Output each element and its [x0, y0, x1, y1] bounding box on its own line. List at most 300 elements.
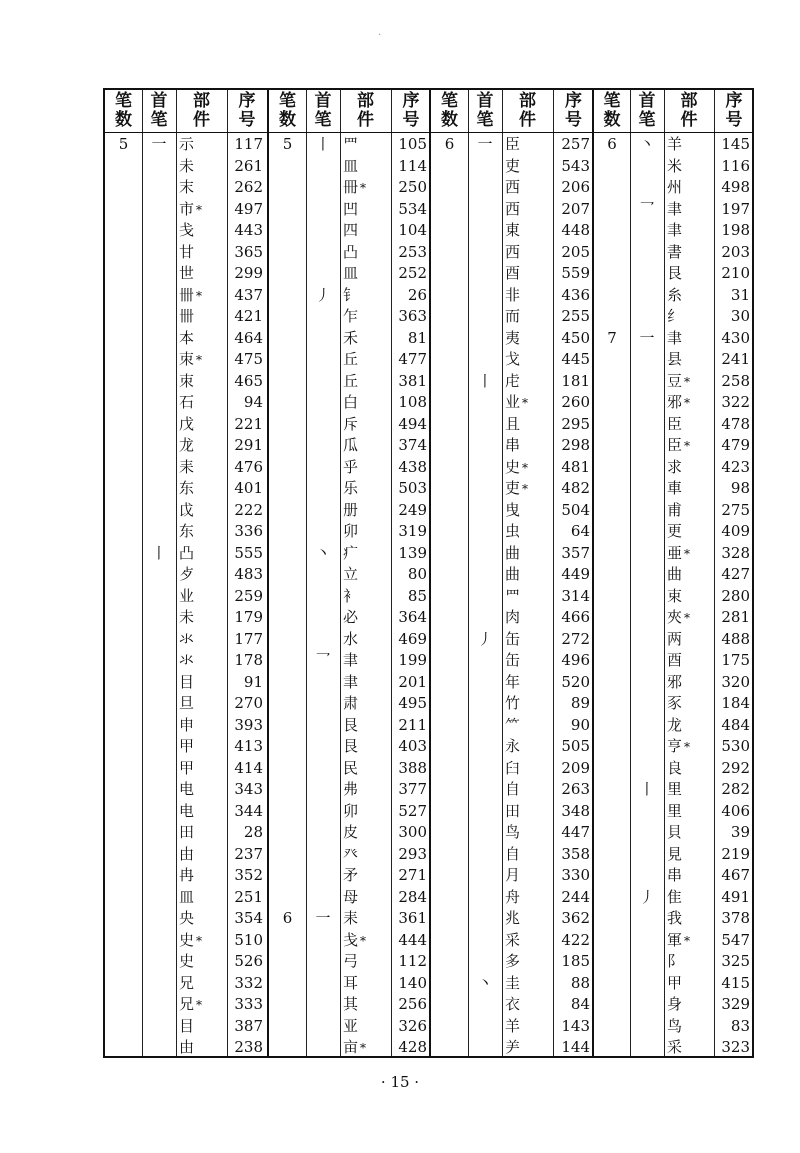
cell-radical: [340, 500, 391, 522]
number-text: 94: [243, 393, 263, 411]
header-char: 序: [238, 91, 256, 111]
cell-radical: [664, 220, 714, 242]
radical-text: 石: [179, 393, 195, 411]
radical-text: 史: [179, 952, 195, 970]
cell-number: [391, 650, 431, 672]
cell-number: [714, 801, 754, 823]
number-text: 336: [234, 522, 263, 540]
radical-text: 見: [667, 844, 683, 863]
number-text: 112: [398, 952, 427, 970]
cell-radical: [340, 220, 391, 242]
cell-radical: [176, 156, 227, 178]
radical-text: 市: [179, 199, 195, 218]
radical-text: 斥: [343, 414, 359, 433]
cell-number: [714, 521, 754, 543]
header-char: 数: [441, 110, 458, 130]
number-text: 423: [721, 457, 750, 476]
radical-text: 羊: [667, 135, 683, 153]
number-text: 403: [398, 737, 427, 755]
cell-number: [714, 672, 754, 694]
cell-number: [227, 564, 267, 586]
asterisk-mark: *: [196, 998, 203, 1012]
stroke-text: 丶: [315, 543, 331, 562]
radical-text: 曲: [505, 543, 521, 562]
cell-radical: [502, 306, 553, 328]
cell-radical: [340, 951, 391, 973]
cell-count: [105, 134, 142, 156]
radical-text: 耳: [343, 973, 359, 992]
radical-text: 缶: [505, 651, 521, 669]
radical-text: 末: [179, 178, 195, 196]
cell-number: [714, 693, 754, 715]
number-text: 219: [721, 844, 750, 863]
number-text: 98: [730, 479, 750, 497]
cell-number: [227, 672, 267, 694]
radical-text: 目: [179, 1016, 195, 1035]
cell-radical: [664, 672, 714, 694]
radical-text: 西: [505, 178, 521, 196]
cell-radical: [502, 844, 553, 866]
number-text: 197: [721, 199, 750, 218]
number-text: 444: [398, 930, 427, 949]
cell-number: [391, 414, 431, 436]
cell-number: [227, 134, 267, 156]
number-text: 140: [398, 973, 427, 992]
cell-number: [391, 607, 431, 629]
header-char: 首: [150, 91, 168, 111]
cell-radical: [176, 586, 227, 608]
cell-radical: [176, 1016, 227, 1038]
radical-text: 束: [667, 586, 683, 605]
cell-radical: [664, 156, 714, 178]
number-text: 443: [234, 221, 263, 239]
header-radical: [340, 90, 391, 132]
cell-number: [391, 736, 431, 758]
cell-radical: [340, 736, 391, 758]
cell-number: [553, 349, 594, 371]
radical-text: 聿: [343, 651, 359, 669]
asterisk-mark: *: [684, 611, 691, 625]
cell-radical: [502, 564, 553, 586]
cell-radical: [502, 371, 553, 393]
cell-number: [391, 887, 431, 909]
radical-text: 两: [667, 629, 683, 648]
cell-number: [714, 736, 754, 758]
cell-radical: [502, 156, 553, 178]
cell-number: [553, 134, 594, 156]
header-char: 件: [357, 110, 374, 130]
header-number: [553, 90, 594, 132]
cell-radical: [340, 263, 391, 285]
radical-text: 西: [505, 242, 521, 261]
cell-radical: [664, 521, 714, 543]
number-text: 343: [234, 780, 263, 798]
cell-number: [714, 586, 754, 608]
cell-number: [227, 263, 267, 285]
number-text: 498: [721, 178, 750, 196]
cell-radical: [664, 822, 714, 844]
asterisk-mark: *: [684, 546, 691, 561]
radical-text: 東: [505, 221, 521, 239]
radical-text: 缶: [505, 629, 521, 648]
radical-text: 聿: [667, 221, 683, 239]
header-char: 数: [603, 110, 621, 130]
number-text: 256: [398, 995, 427, 1013]
number-text: 332: [234, 973, 263, 992]
number-text: 209: [561, 758, 590, 777]
cell-radical: [176, 242, 227, 264]
cell-count: [594, 328, 630, 350]
cell-radical: [664, 478, 714, 500]
header-char: 部: [680, 91, 698, 111]
number-text: 139: [398, 543, 427, 562]
cell-number: [714, 500, 754, 522]
cell-stroke: [630, 328, 664, 350]
cell-number: [553, 1016, 594, 1038]
number-text: 477: [398, 350, 427, 368]
cell-number: [714, 177, 754, 199]
number-text: 206: [561, 178, 590, 196]
number-text: 255: [561, 307, 590, 325]
number-text: 325: [721, 952, 750, 970]
cell-radical: [664, 629, 714, 651]
cell-radical: [340, 156, 391, 178]
radical-text: 戉: [179, 500, 195, 519]
radical-text: 凸: [343, 242, 359, 261]
number-text: 282: [721, 780, 750, 798]
radical-text: 丘: [343, 350, 359, 368]
cell-number: [391, 994, 431, 1016]
header-stroke: [306, 90, 340, 132]
cell-number: [227, 156, 267, 178]
count-text: 6: [444, 135, 455, 153]
number-text: 262: [234, 178, 263, 196]
cell-number: [553, 521, 594, 543]
cell-number: [227, 629, 267, 651]
cell-radical: [176, 285, 227, 307]
radical-text: 亜: [667, 543, 683, 562]
cell-radical: [176, 500, 227, 522]
radical-text: 皮: [343, 823, 359, 841]
cell-radical: [176, 693, 227, 715]
cell-number: [553, 1037, 594, 1059]
cell-number: [553, 736, 594, 758]
number-text: 393: [234, 715, 263, 734]
stroke-text: 一: [639, 328, 655, 347]
radical-text: 良: [667, 758, 683, 777]
cell-number: [553, 177, 594, 199]
radical-text: 冉: [179, 866, 195, 884]
cell-radical: [176, 887, 227, 909]
number-text: 530: [721, 737, 750, 755]
radical-text: 电: [179, 780, 195, 798]
number-text: 363: [398, 307, 427, 325]
radical-text: 钅: [343, 285, 359, 304]
number-text: 299: [234, 264, 263, 282]
radical-text: 弓: [343, 952, 359, 970]
number-text: 201: [398, 672, 427, 691]
cell-radical: [340, 586, 391, 608]
radical-text: 甫: [667, 500, 683, 519]
number-text: 328: [721, 543, 750, 562]
cell-number: [391, 242, 431, 264]
cell-number: [553, 156, 594, 178]
cell-radical: [176, 478, 227, 500]
number-text: 466: [561, 608, 590, 626]
header-divider: [594, 132, 754, 133]
cell-stroke: [468, 371, 502, 393]
header-stroke: [630, 90, 664, 132]
radical-text: 串: [667, 866, 683, 884]
radical-text: 酉: [667, 651, 683, 669]
radical-text: 耒: [179, 457, 195, 476]
number-text: 181: [561, 371, 590, 390]
radical-text: 东: [179, 479, 195, 497]
cell-radical: [664, 887, 714, 909]
number-text: 284: [398, 887, 427, 906]
radical-text: 县: [667, 350, 683, 368]
header-char: 首: [638, 91, 656, 111]
page-number: · 15 ·: [380, 1073, 420, 1091]
cell-radical: [664, 199, 714, 221]
number-text: 205: [561, 242, 590, 261]
number-text: 221: [234, 414, 263, 433]
cell-number: [714, 414, 754, 436]
cell-number: [391, 156, 431, 178]
cell-number: [714, 134, 754, 156]
cell-radical: [502, 779, 553, 801]
number-text: 85: [407, 586, 427, 605]
cell-radical: [502, 521, 553, 543]
number-text: 437: [234, 285, 263, 304]
cell-radical: [340, 1037, 391, 1059]
cell-radical: [176, 199, 227, 221]
radical-text: 臣: [505, 135, 521, 153]
radical-text: 亚: [343, 1016, 359, 1035]
cell-number: [714, 951, 754, 973]
cell-number: [714, 758, 754, 780]
radical-text: 立: [343, 565, 359, 583]
header-char: 件: [519, 110, 536, 130]
header-divider: [431, 132, 594, 133]
header-char: 序: [402, 91, 420, 111]
radical-text: 聿: [343, 672, 359, 691]
radical-text: 耒: [343, 909, 359, 927]
radical-index-table: [103, 88, 754, 1058]
header-char: 号: [725, 110, 743, 130]
cell-radical: [664, 758, 714, 780]
cell-number: [227, 586, 267, 608]
radical-text: 史: [179, 930, 195, 949]
number-text: 271: [398, 866, 427, 884]
asterisk-mark: *: [360, 1041, 367, 1055]
cell-number: [553, 930, 594, 952]
cell-number: [553, 586, 594, 608]
radical-text: 矛: [343, 866, 359, 884]
number-text: 505: [561, 737, 590, 755]
cell-radical: [664, 242, 714, 264]
number-text: 494: [398, 414, 427, 433]
number-text: 377: [398, 780, 427, 798]
cell-radical: [664, 285, 714, 307]
cell-count: [269, 134, 306, 156]
table-column-group: [592, 90, 754, 1056]
cell-radical: [176, 392, 227, 414]
header-char: 笔: [638, 110, 656, 130]
radical-text: 氺: [179, 629, 195, 648]
radical-text: 歺: [179, 565, 195, 583]
radical-text: 車: [667, 479, 683, 497]
cell-stroke: [630, 134, 664, 156]
number-text: 329: [721, 995, 750, 1013]
radical-text: 隹: [667, 887, 683, 906]
cell-radical: [340, 371, 391, 393]
radical-text: 戋: [179, 221, 195, 239]
number-text: 241: [721, 350, 750, 368]
stroke-text: 丶: [477, 973, 493, 992]
header-count: [594, 90, 630, 132]
cell-radical: [176, 306, 227, 328]
column-divider: [630, 90, 631, 1056]
cell-radical: [664, 865, 714, 887]
number-text: 445: [561, 350, 590, 368]
radical-text: 甲: [179, 758, 195, 777]
radical-text: 西: [505, 199, 521, 218]
header-number: [391, 90, 431, 132]
header-char: 序: [565, 91, 582, 111]
cell-radical: [502, 672, 553, 694]
asterisk-mark: *: [684, 374, 691, 389]
cell-radical: [502, 693, 553, 715]
radical-text: 采: [667, 1038, 683, 1056]
radical-text: 里: [667, 801, 683, 820]
asterisk-mark: *: [684, 740, 691, 754]
count-text: 6: [607, 135, 617, 153]
cell-number: [391, 715, 431, 737]
radical-text: 舟: [505, 887, 521, 906]
radical-text: 旦: [179, 694, 195, 712]
cell-number: [391, 521, 431, 543]
cell-radical: [340, 285, 391, 307]
number-text: 465: [234, 371, 263, 390]
radical-text: 邪: [667, 672, 683, 691]
radical-text: 年: [505, 672, 521, 691]
cell-radical: [502, 414, 553, 436]
number-text: 422: [561, 930, 590, 949]
radical-text: 田: [179, 823, 195, 841]
cell-number: [227, 414, 267, 436]
radical-text: 疒: [343, 543, 359, 562]
cell-number: [227, 177, 267, 199]
radical-text: 鸟: [667, 1016, 683, 1035]
stroke-text: 丨: [639, 780, 655, 798]
radical-text: 未: [179, 608, 195, 626]
cell-stroke: [468, 973, 502, 995]
cell-radical: [664, 930, 714, 952]
radical-text: 曲: [505, 565, 521, 583]
cell-radical: [340, 822, 391, 844]
header-char: 笔: [279, 91, 296, 111]
number-text: 88: [570, 973, 590, 992]
number-text: 210: [721, 264, 750, 282]
cell-number: [714, 930, 754, 952]
header-char: 笔: [150, 110, 168, 130]
cell-radical: [340, 994, 391, 1016]
cell-number: [714, 715, 754, 737]
cell-radical: [502, 392, 553, 414]
cell-number: [553, 779, 594, 801]
radical-text: 臣: [667, 414, 683, 433]
cell-number: [391, 134, 431, 156]
radical-text: 聿: [667, 328, 683, 347]
cell-number: [227, 543, 267, 565]
cell-radical: [502, 478, 553, 500]
cell-number: [714, 457, 754, 479]
number-text: 300: [398, 823, 427, 841]
number-text: 352: [234, 866, 263, 884]
cell-radical: [176, 349, 227, 371]
cell-number: [227, 220, 267, 242]
cell-number: [227, 392, 267, 414]
radical-text: 戊: [179, 414, 195, 433]
cell-radical: [340, 672, 391, 694]
cell-number: [391, 564, 431, 586]
number-text: 179: [234, 608, 263, 626]
header-char: 号: [402, 110, 420, 130]
cell-number: [553, 650, 594, 672]
cell-number: [553, 801, 594, 823]
number-text: 30: [730, 307, 750, 325]
cell-radical: [176, 844, 227, 866]
cell-number: [553, 263, 594, 285]
column-divider: [468, 90, 469, 1056]
number-text: 479: [721, 436, 750, 454]
cell-number: [391, 801, 431, 823]
radical-text: 皿: [343, 156, 359, 175]
cell-radical: [176, 220, 227, 242]
cell-radical: [176, 865, 227, 887]
radical-text: 戈: [505, 350, 521, 368]
header-char: 数: [115, 110, 132, 130]
cell-number: [227, 779, 267, 801]
cell-stroke: [468, 629, 502, 651]
stroke-text: 丿: [315, 285, 331, 304]
cell-radical: [176, 328, 227, 350]
cell-radical: [340, 693, 391, 715]
cell-number: [227, 930, 267, 952]
cell-radical: [502, 629, 553, 651]
cell-radical: [340, 650, 391, 672]
radical-text: 而: [505, 307, 521, 325]
radical-text: 夾: [667, 608, 683, 626]
radical-text: 米: [667, 156, 683, 175]
cell-number: [227, 650, 267, 672]
cell-radical: [340, 543, 391, 565]
number-text: 388: [398, 758, 427, 777]
cell-number: [227, 478, 267, 500]
radical-text: 亩: [343, 1038, 359, 1056]
cell-number: [714, 435, 754, 457]
number-text: 145: [721, 135, 750, 153]
number-text: 534: [398, 199, 427, 218]
cell-radical: [664, 134, 714, 156]
radical-text: 甲: [179, 737, 195, 755]
cell-number: [714, 199, 754, 221]
cell-radical: [664, 779, 714, 801]
number-text: 381: [398, 371, 427, 390]
cell-radical: [176, 629, 227, 651]
cell-number: [553, 371, 594, 393]
